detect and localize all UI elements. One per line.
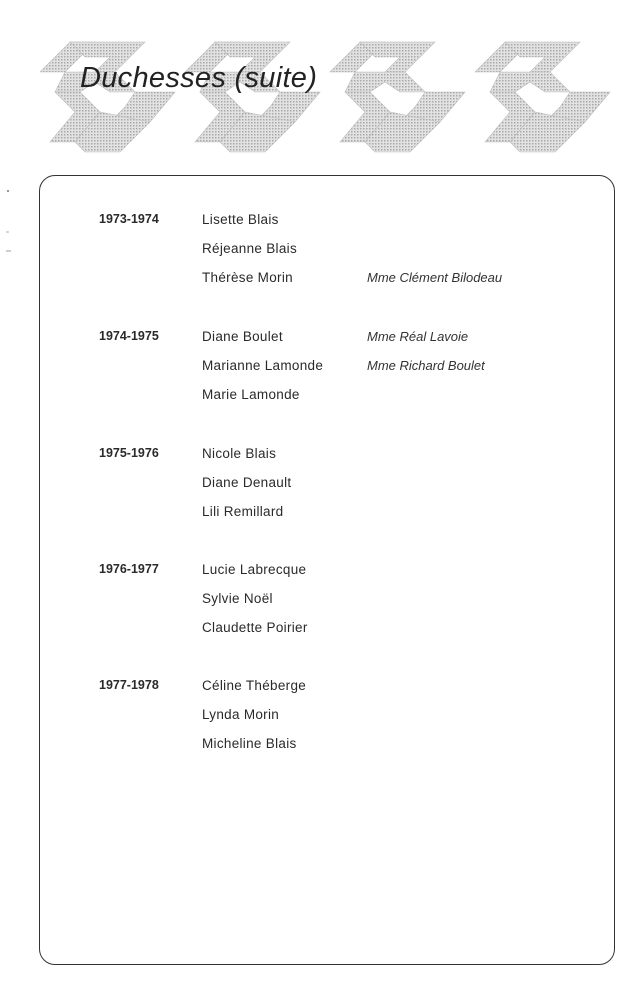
duchess-list: [202, 212, 602, 299]
duchess-name: Lynda Morin: [202, 707, 280, 722]
duchess-name: Céline Théberge: [202, 678, 307, 693]
duchess-name: Claudette Poirier: [202, 620, 308, 635]
logo-25-icon: [40, 42, 175, 152]
list-item: [202, 591, 602, 620]
list-item: [202, 504, 602, 533]
duchess-name: Micheline Blais: [202, 736, 297, 751]
year-label: 1973-1974: [99, 212, 159, 226]
list-item: [202, 212, 602, 241]
duchess-name: Diane Boulet: [202, 329, 283, 344]
duchess-name: Réjeanne Blais: [202, 241, 298, 256]
logo-25-icon: [185, 42, 320, 152]
year-label: 1974-1975: [99, 329, 159, 343]
year-label: 1977-1978: [99, 678, 159, 692]
list-item: [202, 736, 602, 765]
duchess-list: [202, 329, 602, 416]
duchess-name: Thérèse Morin: [202, 270, 293, 285]
list-item: [202, 329, 602, 358]
list-item: [202, 241, 602, 270]
list-item: [202, 358, 602, 387]
list-item: [202, 620, 602, 649]
duchess-list: [202, 678, 602, 765]
married-name: Mme Réal Lavoie: [367, 329, 469, 344]
page-title: Duchesses (suite): [80, 62, 318, 94]
married-name: Mme Clément Bilodeau: [367, 270, 503, 285]
duchess-name: Nicole Blais: [202, 446, 277, 461]
list-item: [202, 387, 602, 416]
duchess-name: Marie Lamonde: [202, 387, 300, 402]
logo-25-icon: [475, 42, 610, 152]
list-item: [202, 678, 602, 707]
duchesses-list-frame: [39, 175, 615, 965]
duchess-name: Lucie Labrecque: [202, 562, 307, 577]
married-name: Mme Richard Boulet: [367, 358, 485, 373]
list-item: [202, 446, 602, 475]
logo-25-icon: [330, 42, 465, 152]
duchess-list: [202, 562, 602, 649]
duchess-name: Diane Denault: [202, 475, 292, 490]
margin-marks: [4, 188, 14, 268]
duchess-list: [202, 446, 602, 533]
duchess-name: Lili Remillard: [202, 504, 284, 519]
list-item: [202, 270, 602, 299]
list-item: [202, 475, 602, 504]
duchess-name: Lisette Blais: [202, 212, 279, 227]
year-label: 1975-1976: [99, 446, 159, 460]
list-item: [202, 707, 602, 736]
header-banner: [0, 0, 640, 170]
duchess-name: Marianne Lamonde: [202, 358, 324, 373]
duchess-name: Sylvie Noël: [202, 591, 273, 606]
list-item: [202, 562, 602, 591]
year-label: 1976-1977: [99, 562, 159, 576]
